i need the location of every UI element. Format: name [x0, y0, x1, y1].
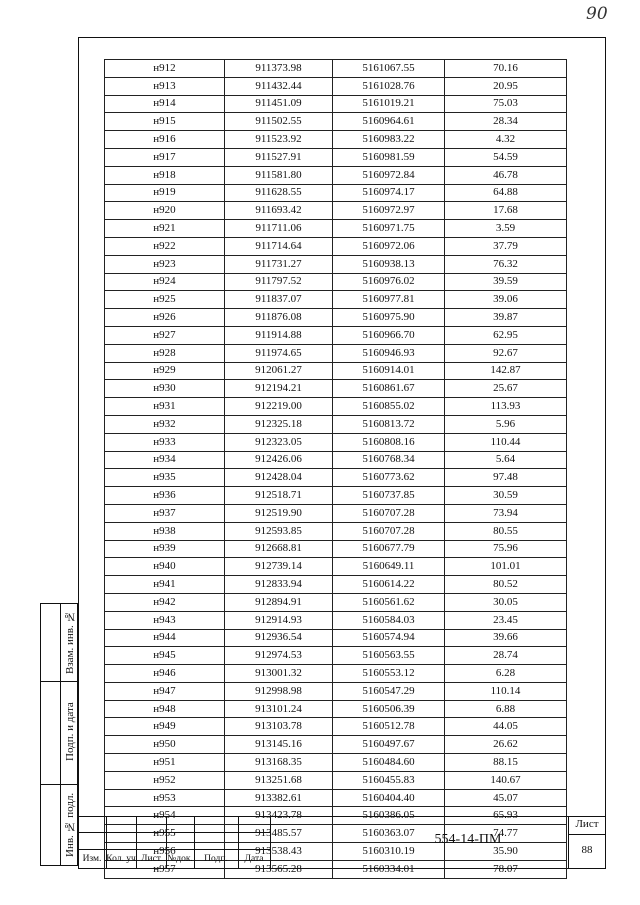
- x-coord-cell: 911876.08: [225, 309, 333, 327]
- distance-cell: 70.16: [445, 60, 567, 78]
- distance-cell: 25.67: [445, 380, 567, 398]
- distance-cell: 6.28: [445, 665, 567, 683]
- y-coord-cell: 5160506.39: [333, 700, 445, 718]
- table-row: [105, 700, 567, 718]
- table-row: [105, 415, 567, 433]
- distance-cell: 97.48: [445, 469, 567, 487]
- distance-cell: 39.59: [445, 273, 567, 291]
- document-code: 554-14-ПМ: [434, 832, 502, 847]
- table-row: [105, 148, 567, 166]
- distance-cell: 6.88: [445, 700, 567, 718]
- distance-cell: 28.34: [445, 113, 567, 131]
- x-coord-cell: 912061.27: [225, 362, 333, 380]
- x-coord-cell: 912325.18: [225, 415, 333, 433]
- point-id-cell: н929: [105, 362, 225, 380]
- point-id-cell: н925: [105, 291, 225, 309]
- x-coord-cell: 912593.85: [225, 522, 333, 540]
- distance-cell: 46.78: [445, 166, 567, 184]
- table-row: [105, 593, 567, 611]
- distance-cell: 80.52: [445, 576, 567, 594]
- kol-uch-label: Кол. уч: [106, 854, 136, 864]
- y-coord-cell: 5160914.01: [333, 362, 445, 380]
- x-coord-cell: 913145.16: [225, 736, 333, 754]
- distance-cell: 65.93: [445, 807, 567, 825]
- table-row: [105, 255, 567, 273]
- handwritten-page-number: 90: [586, 4, 608, 24]
- table-row: [105, 611, 567, 629]
- point-id-cell: н914: [105, 95, 225, 113]
- table-row: [105, 113, 567, 131]
- distance-cell: 101.01: [445, 558, 567, 576]
- x-coord-cell: 911527.91: [225, 148, 333, 166]
- vzam-inv-label: Взам. инв. №: [64, 610, 76, 674]
- y-coord-cell: 5160855.02: [333, 398, 445, 416]
- point-id-cell: н942: [105, 593, 225, 611]
- table-row: [105, 754, 567, 772]
- table-row: [105, 220, 567, 238]
- y-coord-cell: 5160484.60: [333, 754, 445, 772]
- x-coord-cell: 913538.43: [225, 843, 333, 861]
- point-id-cell: н953: [105, 789, 225, 807]
- x-coord-cell: 912323.05: [225, 433, 333, 451]
- table-row: [105, 344, 567, 362]
- y-coord-cell: 5160334.01: [333, 860, 445, 878]
- table-row: [105, 77, 567, 95]
- distance-cell: 74.77: [445, 825, 567, 843]
- point-id-cell: н918: [105, 166, 225, 184]
- y-coord-cell: 5160861.67: [333, 380, 445, 398]
- table-row: [105, 718, 567, 736]
- distance-cell: 20.95: [445, 77, 567, 95]
- x-coord-cell: 912426.06: [225, 451, 333, 469]
- point-id-cell: н940: [105, 558, 225, 576]
- distance-cell: 28.74: [445, 647, 567, 665]
- x-coord-cell: 912998.98: [225, 682, 333, 700]
- distance-cell: 140.67: [445, 771, 567, 789]
- point-id-cell: н926: [105, 309, 225, 327]
- table-row: [105, 380, 567, 398]
- x-coord-cell: 912194.21: [225, 380, 333, 398]
- table-row: [105, 504, 567, 522]
- y-coord-cell: 5160773.62: [333, 469, 445, 487]
- point-id-cell: н923: [105, 255, 225, 273]
- y-coord-cell: 5160310.19: [333, 843, 445, 861]
- table-row: [105, 789, 567, 807]
- table-row: [105, 95, 567, 113]
- point-id-cell: н947: [105, 682, 225, 700]
- distance-cell: 110.14: [445, 682, 567, 700]
- distance-cell: 88.15: [445, 754, 567, 772]
- distance-cell: 5.96: [445, 415, 567, 433]
- x-coord-cell: 911502.55: [225, 113, 333, 131]
- point-id-cell: н937: [105, 504, 225, 522]
- point-id-cell: н951: [105, 754, 225, 772]
- x-coord-cell: 912894.91: [225, 593, 333, 611]
- table-row: [105, 326, 567, 344]
- y-coord-cell: 5160813.72: [333, 415, 445, 433]
- x-coord-cell: 912519.90: [225, 504, 333, 522]
- x-coord-cell: 913251.68: [225, 771, 333, 789]
- table-row: [105, 522, 567, 540]
- x-coord-cell: 911914.88: [225, 326, 333, 344]
- y-coord-cell: 5160707.28: [333, 504, 445, 522]
- distance-cell: 113.93: [445, 398, 567, 416]
- point-id-cell: н944: [105, 629, 225, 647]
- table-row: [105, 291, 567, 309]
- x-coord-cell: 913565.28: [225, 860, 333, 878]
- x-coord-cell: 911974.65: [225, 344, 333, 362]
- distance-cell: 39.06: [445, 291, 567, 309]
- y-coord-cell: 5160972.84: [333, 166, 445, 184]
- x-coord-cell: 911373.98: [225, 60, 333, 78]
- point-id-cell: н945: [105, 647, 225, 665]
- x-coord-cell: 911693.42: [225, 202, 333, 220]
- x-coord-cell: 913423.78: [225, 807, 333, 825]
- point-id-cell: н924: [105, 273, 225, 291]
- izm-label: Изм.: [82, 854, 102, 864]
- distance-cell: 62.95: [445, 326, 567, 344]
- y-coord-cell: 5160455.83: [333, 771, 445, 789]
- x-coord-cell: 912974.53: [225, 647, 333, 665]
- x-coord-cell: 912739.14: [225, 558, 333, 576]
- x-coord-cell: 913382.61: [225, 789, 333, 807]
- inv-podl-label: Инв. № подл.: [64, 792, 76, 858]
- table-row: [105, 166, 567, 184]
- point-id-cell: н912: [105, 60, 225, 78]
- y-coord-cell: 5160976.02: [333, 273, 445, 291]
- y-coord-cell: 5160972.06: [333, 237, 445, 255]
- x-coord-cell: 911711.06: [225, 220, 333, 238]
- y-coord-cell: 5160547.29: [333, 682, 445, 700]
- point-id-cell: н950: [105, 736, 225, 754]
- point-id-cell: н920: [105, 202, 225, 220]
- distance-cell: 73.94: [445, 504, 567, 522]
- distance-cell: 45.07: [445, 789, 567, 807]
- coordinates-table: [104, 59, 567, 879]
- x-coord-cell: 911581.80: [225, 166, 333, 184]
- distance-cell: 30.05: [445, 593, 567, 611]
- y-coord-cell: 5161067.55: [333, 60, 445, 78]
- y-coord-cell: 5160649.11: [333, 558, 445, 576]
- y-coord-cell: 5160981.59: [333, 148, 445, 166]
- table-row: [105, 469, 567, 487]
- point-id-cell: н949: [105, 718, 225, 736]
- point-id-cell: н935: [105, 469, 225, 487]
- point-id-cell: н921: [105, 220, 225, 238]
- distance-cell: 142.87: [445, 362, 567, 380]
- side-stamp-strip: [40, 603, 78, 866]
- distance-cell: 35.90: [445, 843, 567, 861]
- distance-cell: 17.68: [445, 202, 567, 220]
- list-label: Лист: [141, 854, 161, 864]
- table-row: [105, 273, 567, 291]
- distance-cell: 44.05: [445, 718, 567, 736]
- distance-cell: 76.32: [445, 255, 567, 273]
- sheet-number: 88: [581, 844, 593, 856]
- point-id-cell: н932: [105, 415, 225, 433]
- table-row: [105, 558, 567, 576]
- y-coord-cell: 5161028.76: [333, 77, 445, 95]
- point-id-cell: н956: [105, 843, 225, 861]
- y-coord-cell: 5161019.21: [333, 95, 445, 113]
- point-id-cell: н919: [105, 184, 225, 202]
- x-coord-cell: 913001.32: [225, 665, 333, 683]
- point-id-cell: н927: [105, 326, 225, 344]
- x-coord-cell: 911451.09: [225, 95, 333, 113]
- distance-cell: 4.32: [445, 131, 567, 149]
- x-coord-cell: 911432.44: [225, 77, 333, 95]
- point-id-cell: н915: [105, 113, 225, 131]
- distance-cell: 75.96: [445, 540, 567, 558]
- y-coord-cell: 5160974.17: [333, 184, 445, 202]
- point-id-cell: н943: [105, 611, 225, 629]
- sheet-label: Лист: [575, 818, 599, 830]
- x-coord-cell: 912518.71: [225, 487, 333, 505]
- point-id-cell: н916: [105, 131, 225, 149]
- y-coord-cell: 5160553.12: [333, 665, 445, 683]
- x-coord-cell: 912668.81: [225, 540, 333, 558]
- x-coord-cell: 913101.24: [225, 700, 333, 718]
- y-coord-cell: 5160938.13: [333, 255, 445, 273]
- point-id-cell: н939: [105, 540, 225, 558]
- x-coord-cell: 912219.00: [225, 398, 333, 416]
- y-coord-cell: 5160561.62: [333, 593, 445, 611]
- point-id-cell: н930: [105, 380, 225, 398]
- distance-cell: 80.55: [445, 522, 567, 540]
- distance-cell: 64.88: [445, 184, 567, 202]
- distance-cell: 23.45: [445, 611, 567, 629]
- distance-cell: 75.03: [445, 95, 567, 113]
- table-row: [105, 540, 567, 558]
- point-id-cell: н928: [105, 344, 225, 362]
- y-coord-cell: 5160386.05: [333, 807, 445, 825]
- distance-cell: 30.59: [445, 487, 567, 505]
- point-id-cell: н922: [105, 237, 225, 255]
- x-coord-cell: 911797.52: [225, 273, 333, 291]
- y-coord-cell: 5160497.67: [333, 736, 445, 754]
- point-id-cell: н938: [105, 522, 225, 540]
- point-id-cell: н936: [105, 487, 225, 505]
- x-coord-cell: 913103.78: [225, 718, 333, 736]
- distance-cell: 39.66: [445, 629, 567, 647]
- x-coord-cell: 912936.54: [225, 629, 333, 647]
- y-coord-cell: 5160966.70: [333, 326, 445, 344]
- x-coord-cell: 912428.04: [225, 469, 333, 487]
- table-row: [105, 184, 567, 202]
- x-coord-cell: 911731.27: [225, 255, 333, 273]
- point-id-cell: н952: [105, 771, 225, 789]
- x-coord-cell: 912914.93: [225, 611, 333, 629]
- distance-cell: 92.67: [445, 344, 567, 362]
- x-coord-cell: 911714.64: [225, 237, 333, 255]
- point-id-cell: н931: [105, 398, 225, 416]
- x-coord-cell: 911523.92: [225, 131, 333, 149]
- distance-cell: 5.64: [445, 451, 567, 469]
- podp-label: Подп.: [204, 854, 228, 864]
- x-coord-cell: 913168.35: [225, 754, 333, 772]
- point-id-cell: н957: [105, 860, 225, 878]
- data-label: Дата: [244, 854, 264, 864]
- distance-cell: 78.07: [445, 860, 567, 878]
- point-id-cell: н948: [105, 700, 225, 718]
- table-row: [105, 629, 567, 647]
- table-row: [105, 237, 567, 255]
- podp-data-label: Подп. и дата: [64, 702, 76, 762]
- distance-cell: 3.59: [445, 220, 567, 238]
- distance-cell: 54.59: [445, 148, 567, 166]
- table-row: [105, 131, 567, 149]
- table-row: [105, 771, 567, 789]
- x-coord-cell: 911628.55: [225, 184, 333, 202]
- ndok-label: №док.: [167, 854, 193, 864]
- point-id-cell: н955: [105, 825, 225, 843]
- y-coord-cell: 5160363.07: [333, 825, 445, 843]
- point-id-cell: н917: [105, 148, 225, 166]
- y-coord-cell: 5160584.03: [333, 611, 445, 629]
- table-row: [105, 736, 567, 754]
- table-row: [105, 60, 567, 78]
- y-coord-cell: 5160946.93: [333, 344, 445, 362]
- y-coord-cell: 5160512.78: [333, 718, 445, 736]
- y-coord-cell: 5160808.16: [333, 433, 445, 451]
- x-coord-cell: 911837.07: [225, 291, 333, 309]
- table-row: [105, 682, 567, 700]
- point-id-cell: н941: [105, 576, 225, 594]
- table-row: [105, 362, 567, 380]
- distance-cell: 39.87: [445, 309, 567, 327]
- y-coord-cell: 5160983.22: [333, 131, 445, 149]
- y-coord-cell: 5160971.75: [333, 220, 445, 238]
- distance-cell: 110.44: [445, 433, 567, 451]
- table-row: [105, 433, 567, 451]
- y-coord-cell: 5160404.40: [333, 789, 445, 807]
- table-row: [105, 309, 567, 327]
- distance-cell: 26.62: [445, 736, 567, 754]
- table-row: [105, 451, 567, 469]
- y-coord-cell: 5160977.81: [333, 291, 445, 309]
- title-block: [78, 816, 606, 869]
- y-coord-cell: 5160975.90: [333, 309, 445, 327]
- point-id-cell: н933: [105, 433, 225, 451]
- table-row: [105, 202, 567, 220]
- table-row: [105, 647, 567, 665]
- x-coord-cell: 912833.94: [225, 576, 333, 594]
- y-coord-cell: 5160972.97: [333, 202, 445, 220]
- table-row: [105, 576, 567, 594]
- y-coord-cell: 5160737.85: [333, 487, 445, 505]
- point-id-cell: н913: [105, 77, 225, 95]
- y-coord-cell: 5160677.79: [333, 540, 445, 558]
- distance-cell: 37.79: [445, 237, 567, 255]
- y-coord-cell: 5160707.28: [333, 522, 445, 540]
- x-coord-cell: 913485.57: [225, 825, 333, 843]
- y-coord-cell: 5160574.94: [333, 629, 445, 647]
- table-row: [105, 487, 567, 505]
- y-coord-cell: 5160964.61: [333, 113, 445, 131]
- y-coord-cell: 5160614.22: [333, 576, 445, 594]
- point-id-cell: н946: [105, 665, 225, 683]
- y-coord-cell: 5160768.34: [333, 451, 445, 469]
- table-row: [105, 398, 567, 416]
- table-row: [105, 665, 567, 683]
- point-id-cell: н954: [105, 807, 225, 825]
- y-coord-cell: 5160563.55: [333, 647, 445, 665]
- point-id-cell: н934: [105, 451, 225, 469]
